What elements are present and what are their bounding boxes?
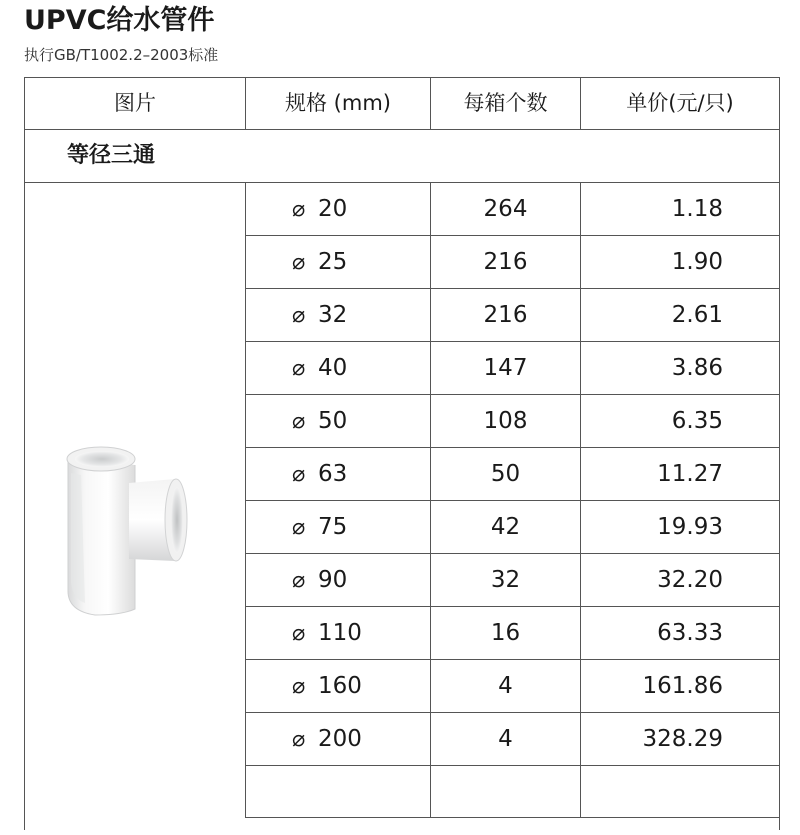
qty-cell: 216 <box>430 236 580 288</box>
spec-cell <box>245 289 430 341</box>
column-header-price: 单价(元/只) <box>580 78 779 129</box>
table-header-row <box>25 78 779 130</box>
spec-value: 20 <box>318 196 348 222</box>
table-row <box>245 183 780 236</box>
spec-value: 50 <box>318 408 348 434</box>
qty-cell: 16 <box>430 607 580 659</box>
price-cell: 6.35 <box>580 395 780 447</box>
qty-cell: 108 <box>430 395 580 447</box>
diameter-icon: ⌀ <box>292 674 306 699</box>
page-title: UPVC给水管件 <box>24 5 215 36</box>
spec-value: 110 <box>318 620 362 646</box>
table-row <box>245 448 780 501</box>
qty-cell: 147 <box>430 342 580 394</box>
price-cell: 63.33 <box>580 607 780 659</box>
table-row <box>245 236 780 289</box>
spec-value: 90 <box>318 567 348 593</box>
qty-cell: 4 <box>430 660 580 712</box>
table-row <box>245 395 780 448</box>
qty-cell: 4 <box>430 713 580 765</box>
spec-value: 32 <box>318 302 348 328</box>
spec-cell <box>245 448 430 500</box>
spec-cell <box>245 713 430 765</box>
column-header-qty: 每箱个数 <box>430 78 580 129</box>
table-row <box>245 342 780 395</box>
diameter-icon: ⌀ <box>292 462 306 487</box>
price-cell: 1.90 <box>580 236 780 288</box>
diameter-icon: ⌀ <box>292 303 306 328</box>
spec-cell <box>245 395 430 447</box>
qty-cell: 216 <box>430 289 580 341</box>
diameter-icon: ⌀ <box>292 250 306 275</box>
spec-value: 25 <box>318 249 348 275</box>
price-cell: 161.86 <box>580 660 780 712</box>
qty-cell: 50 <box>430 448 580 500</box>
product-image-cell <box>25 183 245 831</box>
spec-value: 160 <box>318 673 362 699</box>
spec-value: 200 <box>318 726 362 752</box>
qty-cell: 32 <box>430 554 580 606</box>
data-rows <box>245 183 780 831</box>
tee-fitting-image <box>25 183 245 831</box>
empty-cell <box>245 766 430 818</box>
spec-cell <box>245 342 430 394</box>
empty-table-row <box>245 766 780 818</box>
spec-value: 63 <box>318 461 348 487</box>
diameter-icon: ⌀ <box>292 621 306 646</box>
empty-cell <box>430 766 580 818</box>
section-label: 等径三通 <box>67 143 156 168</box>
table-row <box>245 289 780 342</box>
column-header-image: 图片 <box>114 91 156 115</box>
price-cell: 3.86 <box>580 342 780 394</box>
standard-note: 执行GB/T1002.2–2003标准 <box>24 46 219 64</box>
section-row <box>25 130 779 183</box>
table-row <box>245 501 780 554</box>
spec-cell <box>245 554 430 606</box>
table-row <box>245 660 780 713</box>
diameter-icon: ⌀ <box>292 356 306 381</box>
price-cell: 2.61 <box>580 289 780 341</box>
price-cell: 19.93 <box>580 501 780 553</box>
diameter-icon: ⌀ <box>292 727 306 752</box>
price-cell: 328.29 <box>580 713 780 765</box>
spec-value: 75 <box>318 514 348 540</box>
table-row <box>245 713 780 766</box>
qty-cell: 264 <box>430 183 580 235</box>
column-header-spec: 规格 (mm) <box>245 78 430 129</box>
spec-cell <box>245 236 430 288</box>
diameter-icon: ⌀ <box>292 568 306 593</box>
qty-cell: 42 <box>430 501 580 553</box>
price-cell: 11.27 <box>580 448 780 500</box>
spec-cell <box>245 501 430 553</box>
spec-cell <box>245 183 430 235</box>
price-table <box>24 77 780 830</box>
spec-cell <box>245 607 430 659</box>
diameter-icon: ⌀ <box>292 515 306 540</box>
empty-cell <box>580 766 780 818</box>
spec-value: 40 <box>318 355 348 381</box>
price-cell: 1.18 <box>580 183 780 235</box>
spec-cell <box>245 660 430 712</box>
table-row <box>245 607 780 660</box>
price-cell: 32.20 <box>580 554 780 606</box>
diameter-icon: ⌀ <box>292 197 306 222</box>
diameter-icon: ⌀ <box>292 409 306 434</box>
table-row <box>245 554 780 607</box>
